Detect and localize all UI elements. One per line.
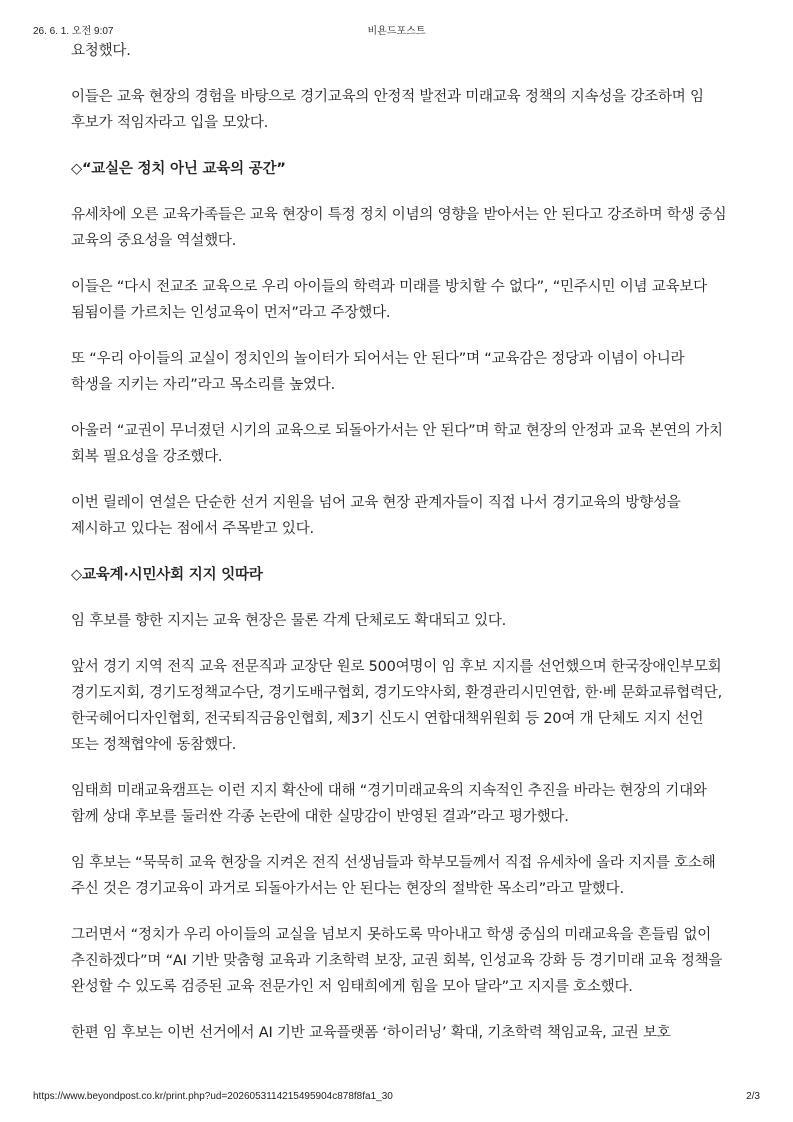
article-paragraph: 이들은 교육 현장의 경험을 바탕으로 경기교육의 안정적 발전과 미래교육 정책의 지속성을 강조하며 임 후보가 적임자라고 입을 모았다. [71,89,704,131]
print-url: https://www.beyondpost.co.kr/print.php?ud=2026053114215495904c878f8fa1_30 [33,1091,393,1102]
article-paragraph: 임 후보는 “묵묵히 교육 현장을 지켜온 전직 선생님들과 학부모들께서 직접 유세차에 올라 지지를 호소해 주신 것은 경기교육이 과거로 되돌아가서는 안 된다는 현장의 절박한 목소리”라고 말했다. [71,855,716,897]
print-date: 26. 6. 1. 오전 9:07 [33,26,114,37]
article-paragraph: 임 후보를 향한 지지는 교육 현장은 물론 각계 단체로도 확대되고 있다. [71,613,507,629]
print-header [0,22,793,36]
article-paragraph: 유세차에 오른 교육가족들은 교육 현장이 특정 정치 이념의 영향을 받아서는 안 된다고 강조하며 학생 중심 교육의 중요성을 역설했다. [71,207,727,249]
section-heading: ◇“교실은 정치 아닌 교육의 공간” [71,161,286,177]
article-paragraph: 이번 릴레이 연설은 단순한 선거 지원을 넘어 교육 현장 관계자들이 직접 나서 경기교육의 방향성을 제시하고 있다는 점에서 주목받고 있다. [71,495,681,537]
article-paragraph: 이들은 “다시 전교조 교육으로 우리 아이들의 학력과 미래를 방치할 수 없다”, “민주시민 이념 교육보다 됨됨이를 가르치는 인성교육이 먼저”라고 주장했다. [71,279,707,321]
article-paragraph: 아울러 “교권이 무너졌던 시기의 교육으로 되돌아가서는 안 된다”며 학교 현장의 안정과 교육 본연의 가치 회복 필요성을 강조했다. [71,423,723,465]
article-paragraph: 요청했다. [71,43,131,59]
section-heading: ◇교육계·시민사회 지지 잇따라 [71,567,263,583]
page-number: 2/3 [746,1091,760,1102]
article-paragraph: 그러면서 “정치가 우리 아이들의 교실을 넘보지 못하도록 막아내고 학생 중심의 미래교육을 흔들림 없이 추진하겠다”며 “AI 기반 맞춤형 교육과 기초학력 보장, 교권 회복, 인성교육 강화 등 경기미래 교육 정책을 완성할 수 있도록 검증된 교육 전문가인 저 임태희에게 힘을 모아 달라”고 지지를 호소했다. [71,927,723,995]
article-paragraph: 앞서 경기 지역 전직 교육 전문직과 교장단 원로 500여명이 임 후보 지지를 선언했으며 한국장애인부모회 경기도지회, 경기도정책교수단, 경기도배구협회, 경기도약사회, 환경관리시민연합, 한·베 문화교류협력단, 한국헤어디자인협회, 전국퇴직금융인협회, 제3기 신도시 연합대책위원회 등 20여 개 단체도 지지 선언 또는 정책협약에 동참했다. [71,659,723,753]
article-paragraph: 한편 임 후보는 이번 선거에서 AI 기반 교육플랫폼 ‘하이러닝’ 확대, 기초학력 책임교육, 교권 보호 [71,1025,671,1041]
print-footer [0,1091,793,1105]
article-paragraph: 또 “우리 아이들의 교실이 정치인의 놀이터가 되어서는 안 된다”며 “교육감은 정당과 이념이 아니라 학생을 지키는 자리”라고 목소리를 높였다. [71,351,685,393]
article-paragraph: 임태희 미래교육캠프는 이런 지지 확산에 대해 “경기미래교육의 지속적인 추진을 바라는 현장의 기대와 함께 상대 후보를 둘러싼 각종 논란에 대한 실망감이 반영된 결과”라고 평가했다. [71,783,707,825]
print-site-title: 비욘드포스트 [367,26,426,37]
article-body [71,38,727,1066]
